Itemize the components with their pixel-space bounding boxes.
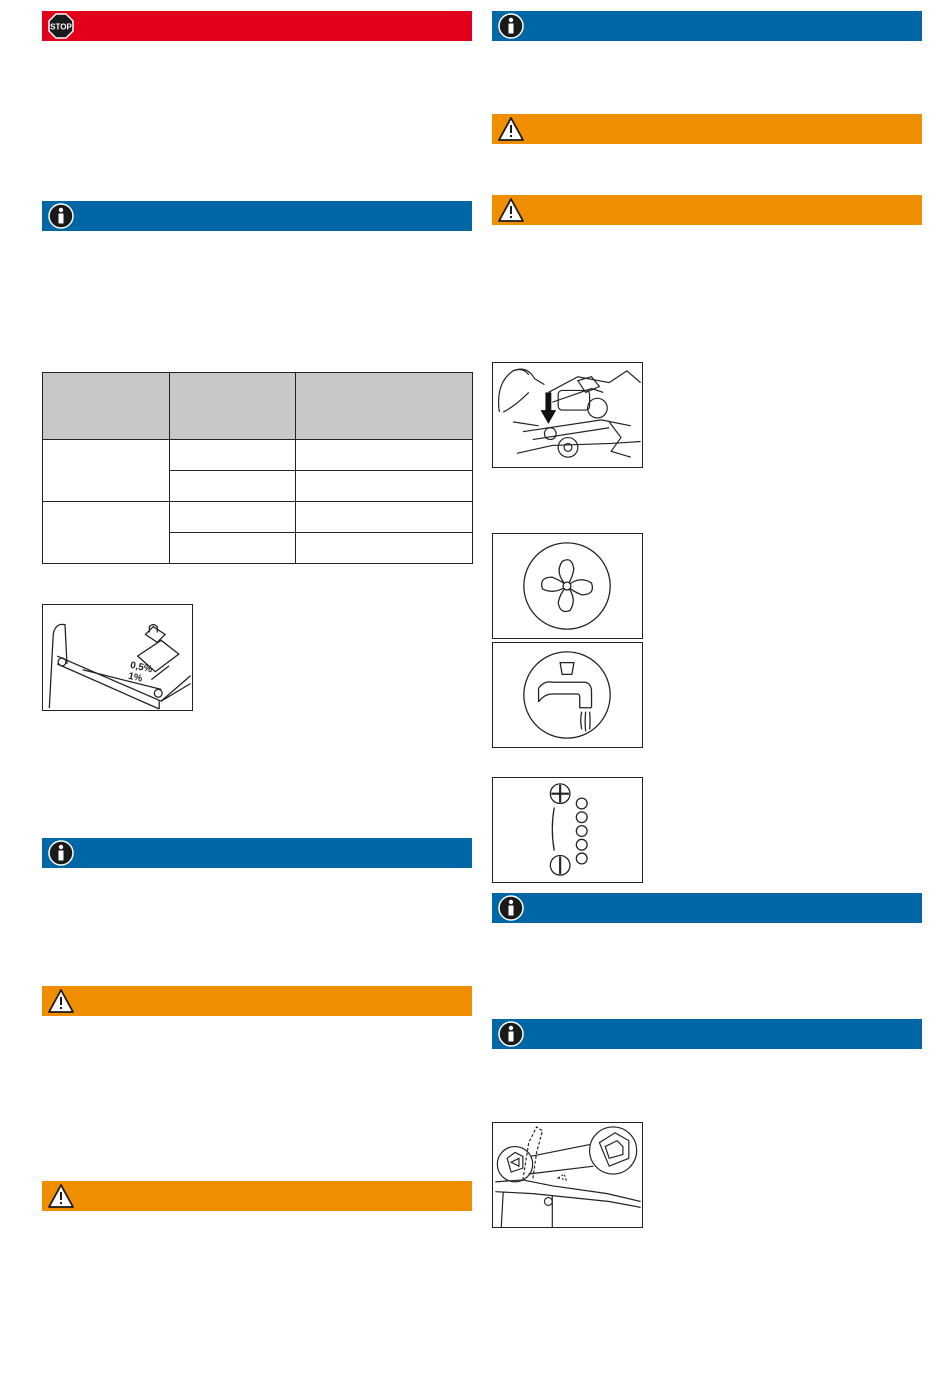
slope-label-high: 1% xyxy=(127,670,144,685)
level-indicator-illustration xyxy=(492,777,643,883)
warning-triangle-icon xyxy=(48,988,74,1014)
table-cell xyxy=(296,502,473,533)
table-cell xyxy=(296,533,473,564)
table-header-row xyxy=(43,373,473,440)
info-notice-bar-2 xyxy=(42,838,472,868)
slope-label-low: 0,5% xyxy=(129,659,154,676)
switch-press-illustration xyxy=(492,362,643,468)
warning-notice-bar-3 xyxy=(492,114,922,144)
table-cell xyxy=(170,471,296,502)
slope-adjust-illustration xyxy=(42,604,193,711)
level-indicator-drawing xyxy=(493,778,642,882)
water-tap-icon xyxy=(493,643,642,747)
plus-icon xyxy=(550,784,570,804)
level-lamp xyxy=(576,812,587,823)
info-icon xyxy=(498,1021,524,1047)
level-lamp xyxy=(576,798,587,809)
level-lamp xyxy=(576,853,587,864)
table-header-cell xyxy=(296,373,473,440)
table-row xyxy=(43,440,473,471)
table-cell xyxy=(170,440,296,471)
table-cell xyxy=(43,440,170,502)
info-notice-bar-4 xyxy=(492,893,922,923)
info-icon xyxy=(48,840,74,866)
warning-notice-bar-1 xyxy=(42,986,472,1016)
table-header-cell xyxy=(170,373,296,440)
slope-adjust-drawing xyxy=(43,605,192,710)
fan-symbol-illustration xyxy=(492,533,643,639)
info-notice-bar-3 xyxy=(492,11,922,41)
table-cell xyxy=(170,533,296,564)
table-row xyxy=(43,502,473,533)
level-lamp xyxy=(576,839,587,850)
fan-icon xyxy=(493,534,642,638)
stop-notice-bar xyxy=(42,11,472,41)
warning-triangle-icon xyxy=(498,197,524,223)
table-cell xyxy=(43,502,170,564)
info-notice-bar-5 xyxy=(492,1019,922,1049)
info-icon xyxy=(498,895,524,921)
table-cell xyxy=(170,502,296,533)
table-header-cell xyxy=(43,373,170,440)
stop-icon-label: STOP xyxy=(50,22,72,32)
water-symbol-illustration xyxy=(492,642,643,748)
specification-table xyxy=(42,372,473,564)
level-lamp xyxy=(576,826,587,837)
pedal-lock-illustration xyxy=(492,1122,643,1228)
info-icon xyxy=(48,203,74,229)
minus-icon xyxy=(550,856,570,876)
pedal-lock-drawing xyxy=(493,1123,642,1227)
table-cell xyxy=(296,471,473,502)
warning-notice-bar-2 xyxy=(42,1181,472,1211)
stop-icon xyxy=(48,13,74,39)
info-notice-bar-1 xyxy=(42,201,472,231)
warning-triangle-icon xyxy=(48,1183,74,1209)
warning-notice-bar-4 xyxy=(492,195,922,225)
table-cell xyxy=(296,440,473,471)
info-icon xyxy=(498,13,524,39)
switch-press-drawing xyxy=(493,363,642,467)
warning-triangle-icon xyxy=(498,116,524,142)
